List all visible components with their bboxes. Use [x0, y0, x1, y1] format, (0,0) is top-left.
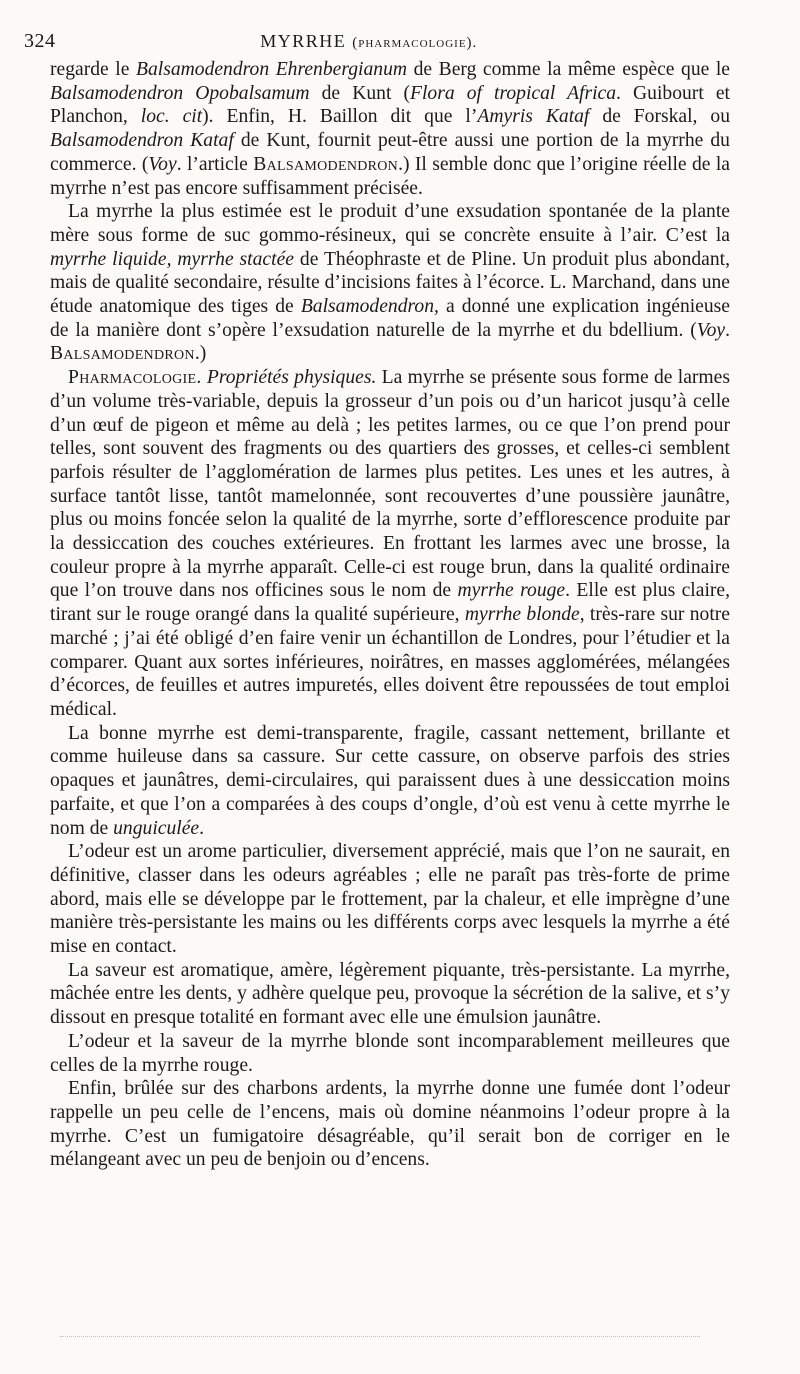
text-run: ). Enfin, H. Baillon dit que l’	[202, 106, 478, 128]
text-run: de Berg comme la même espèce que le	[407, 59, 730, 80]
text-run: de Kunt (	[309, 82, 410, 104]
text-run: de Forskal, ou	[589, 106, 730, 128]
text-run: .	[199, 817, 204, 839]
emphasis: unguiculée	[113, 817, 200, 839]
text-run: . Elle est plus claire, tirant sur le rouge orangé dans la qualité supérieure,	[50, 580, 731, 626]
species-name: Balsamodendron Opobalsamum	[50, 82, 310, 104]
paragraph-8: Enfin, brûlée sur des charbons ardents, la myrrhe donne une fumée dont l’odeur rappelle un peu celle de l’encens, mais où domine néanmoins l’odeur propre à la myrrhe. C’est un fumigatoire désagréable, qu’il serait bon de corriger en le mélangeant avec un peu de benjoin ou d’encens.	[50, 1078, 730, 1171]
paragraph-7: L’odeur et la saveur de la myrrhe blonde sont incomparablement meilleures que celles de la myrrhe rouge.	[50, 1030, 730, 1076]
text-run: de Théophraste et de Pline. Un produit plus abondant, mais de qualité secondaire, résulte d’incisions faites à l’écorce. L. Marchand, dans une étude anatomique des tiges de	[50, 248, 730, 318]
running-header	[24, 26, 742, 56]
text-run: .)	[194, 343, 207, 365]
bottom-rule	[60, 1336, 700, 1339]
text-run: La myrrhe la plus estimée est le produit d’une exsudation spontanée de la plante mère sous forme de suc gommo-résineux, qui se concrète ensuite à l’air. C’est la	[50, 201, 730, 246]
book-title: Flora of tropical Africa	[410, 82, 617, 104]
subsection-heading: Propriétés physiques.	[206, 367, 377, 389]
emphasis: myrrhe blonde	[464, 604, 580, 626]
cross-reference: Voy	[696, 319, 726, 341]
page-number: 324	[24, 30, 56, 52]
species-name: Balsamodendron,	[300, 296, 439, 318]
cross-reference-entry: Balsamodendron	[253, 153, 399, 175]
paragraph-3	[50, 366, 730, 722]
paragraph-6: La saveur est aromatique, amère, légèrement piquante, très-persistante. La myrrhe, mâchée entre les dents, y adhère quelque peu, provoque la sécrétion de la salive, et s’y dissout en presque totalité en formant avec elle une émulsion jaunâtre.	[50, 959, 730, 1029]
paragraph-5: L’odeur est un arome particulier, diversement apprécié, mais que l’on ne saurait, en définitive, classer dans les odeurs agréables ; elle ne paraît pas très-forte de prime abord, mais elle se développe par le frottement, par la chaleur, et elle imprègne d’une manière très-persistante les mains ou les différents corps avec lesquels la myrrhe a été mise en contact.	[50, 841, 730, 958]
text-run: .) Il semble donc que l’origine réelle de la myrrhe n’est pas encore suffisamment précisée.	[50, 153, 730, 199]
paragraph-1	[50, 58, 730, 200]
species-name: Balsamodendron Kataf	[50, 130, 234, 152]
citation: loc. cit	[140, 106, 203, 128]
text-run: . Guibourt et Planchon,	[50, 82, 730, 128]
emphasis: myrrhe rouge	[457, 580, 566, 602]
species-name: Amyris Kataf	[477, 106, 590, 128]
text-run: .	[725, 319, 730, 341]
section-heading: Pharmacologie.	[68, 367, 202, 389]
running-title-main: MYRRHE	[260, 31, 347, 51]
text-run: regarde le	[50, 59, 136, 80]
text-run: . l’article	[176, 153, 254, 175]
emphasis: myrrhe liquide, myrrhe stactée	[50, 248, 294, 270]
text-run: La myrrhe se présente sous forme de larmes d’un volume très-variable, depuis la grosseur d’un pois ou d’un haricot jusqu’à celle d’un œuf de pigeon et même au delà ; les petites larmes, ou ce que l’on prend pour telles, sont souvent des fragments ou des quartiers des grosses, et celles-ci semblent parfois résulter de l’agglomération de larmes plus petites. Les unes et les autres, à surface tantôt lisse, tantôt mamelonnée, sont recouvertes d’une poussière jaunâtre, plus ou moins foncée selon la qualité de la myrrhe, sorte d’efflorescence produite par la dessiccation des couches extérieures. En frottant les larmes avec une brosse, la couleur propre à la myrrhe apparaît. Celle-ci est rouge brun, dans la qualité ordinaire que l’on trouve dans nos officines sous le nom de	[50, 367, 730, 602]
text-run: a donné une explication ingénieuse de la manière dont s’opère l’exsudation naturelle de la myrrhe et du bdellium. (	[50, 296, 730, 341]
paragraph-2	[50, 200, 730, 366]
text-run: , très-rare sur notre marché ; j’ai été obligé d’en faire venir un échantillon de Londres, pour l’étudier et la comparer. Quant aux sortes inférieures, noirâtres, en masses agglomérées, mélangées d’écorces, de feuilles et autres impuretés, elles doivent être repoussées de tout emploi médical.	[50, 604, 730, 720]
text-run: La bonne myrrhe est demi-transparente, fragile, cassant nettement, brillante et comme huileuse dans sa cassure. Sur cette cassure, on observe parfois des stries opaques et jaunâtres, demi-circulaires, qui paraissent dues à une dessiccation moins parfaite, et que l’on a comparées à des coups d’ongle, d’où est venu à cette myrrhe le nom de	[50, 722, 730, 839]
cross-reference: Voy	[148, 153, 177, 175]
body-text	[50, 58, 730, 1172]
paragraph-4	[50, 722, 730, 841]
running-title	[56, 26, 743, 58]
species-name: Balsamodendron Ehrenbergianum	[135, 59, 408, 80]
text-run: de Kunt, fournit peut-être aussi une portion de la myrrhe du commerce. (	[50, 130, 730, 175]
running-title-section: (pharmacologie).	[352, 35, 478, 51]
cross-reference-entry: Balsamodendron	[50, 343, 195, 365]
